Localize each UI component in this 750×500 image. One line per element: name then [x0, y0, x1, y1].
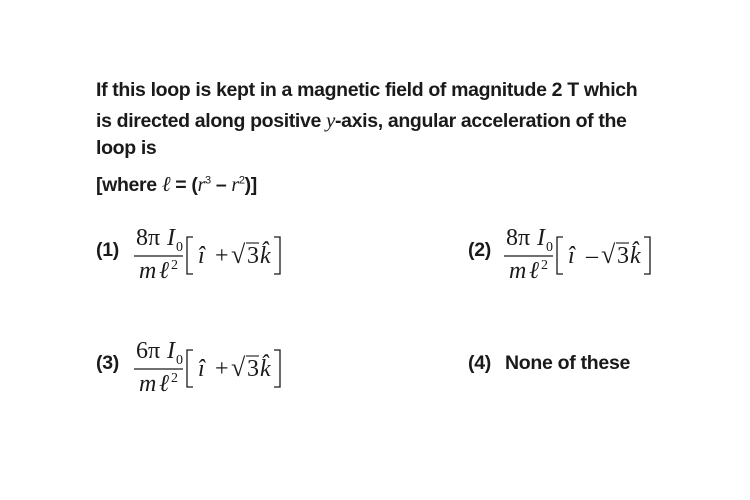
numerator-coefficient: 8π — [136, 225, 161, 251]
length-variable: ℓ — [159, 258, 169, 284]
sqrt-icon: √ — [601, 240, 616, 269]
current-subscript: 0 — [546, 240, 553, 255]
operator-sign: + — [215, 356, 229, 382]
current-subscript: 0 — [176, 240, 183, 255]
three-value: 3 — [617, 243, 629, 269]
option-4-text: None of these — [505, 352, 631, 374]
right-bracket-icon — [274, 350, 280, 387]
exponent-2: 2 — [238, 174, 245, 187]
sqrt-icon: √ — [231, 353, 246, 382]
current-variable: I — [167, 338, 175, 364]
length-variable: ℓ — [529, 258, 539, 284]
close-text: )] — [244, 174, 257, 196]
question-line-3: loop is — [96, 137, 157, 159]
length-variable: ℓ — [159, 371, 169, 397]
numerator-coefficient: 6π — [136, 338, 161, 364]
option-2-expression — [500, 215, 675, 287]
current-subscript: 0 — [176, 353, 183, 368]
mass-variable: m — [139, 258, 157, 284]
left-bracket-icon — [187, 350, 193, 387]
mass-variable: m — [139, 371, 157, 397]
option-2-label: (2) — [468, 239, 491, 261]
k-unit-vector: k̂ — [260, 243, 271, 269]
k-unit-vector: k̂ — [630, 243, 641, 269]
question-line-1: If this loop is kept in a magnetic field of magnitude 2 T which — [96, 79, 638, 101]
question-line-2 — [96, 108, 627, 133]
option-3-label: (3) — [96, 352, 119, 374]
option-1-label: (1) — [96, 239, 119, 261]
current-variable: I — [537, 225, 545, 251]
r-var-2: r — [231, 174, 239, 196]
option-4-label: (4) — [468, 352, 491, 374]
where-text: [where — [96, 174, 162, 196]
question-line-4 — [96, 172, 257, 197]
denominator-exponent: 2 — [541, 258, 548, 273]
option-1-expression — [130, 215, 305, 287]
three-value: 3 — [247, 243, 259, 269]
option-3-expression — [130, 328, 305, 400]
right-bracket-icon — [644, 237, 650, 274]
denominator-exponent: 2 — [171, 258, 178, 273]
k-unit-vector: k̂ — [260, 356, 271, 382]
sqrt-icon: √ — [231, 240, 246, 269]
line2-text-b: -axis, angular acceleration of the — [335, 110, 627, 132]
exponent-3: 3 — [205, 174, 211, 187]
mass-variable: m — [509, 258, 527, 284]
right-bracket-icon — [274, 237, 280, 274]
current-variable: I — [167, 225, 175, 251]
left-bracket-icon — [557, 237, 563, 274]
i-unit-vector: î — [198, 243, 205, 269]
y-variable: y — [326, 108, 336, 132]
minus-text: – — [210, 174, 232, 196]
r-var-1: r — [197, 174, 205, 196]
i-unit-vector: î — [568, 243, 575, 269]
three-value: 3 — [247, 356, 259, 382]
left-bracket-icon — [187, 237, 193, 274]
denominator-exponent: 2 — [171, 371, 178, 386]
operator-sign: + — [215, 243, 229, 269]
equals-text: = ( — [170, 174, 198, 196]
operator-sign: – — [586, 243, 598, 269]
i-unit-vector: î — [198, 356, 205, 382]
ell-symbol: ℓ — [161, 172, 171, 196]
numerator-coefficient: 8π — [506, 225, 531, 251]
line2-text-a: is directed along positive — [96, 110, 327, 132]
